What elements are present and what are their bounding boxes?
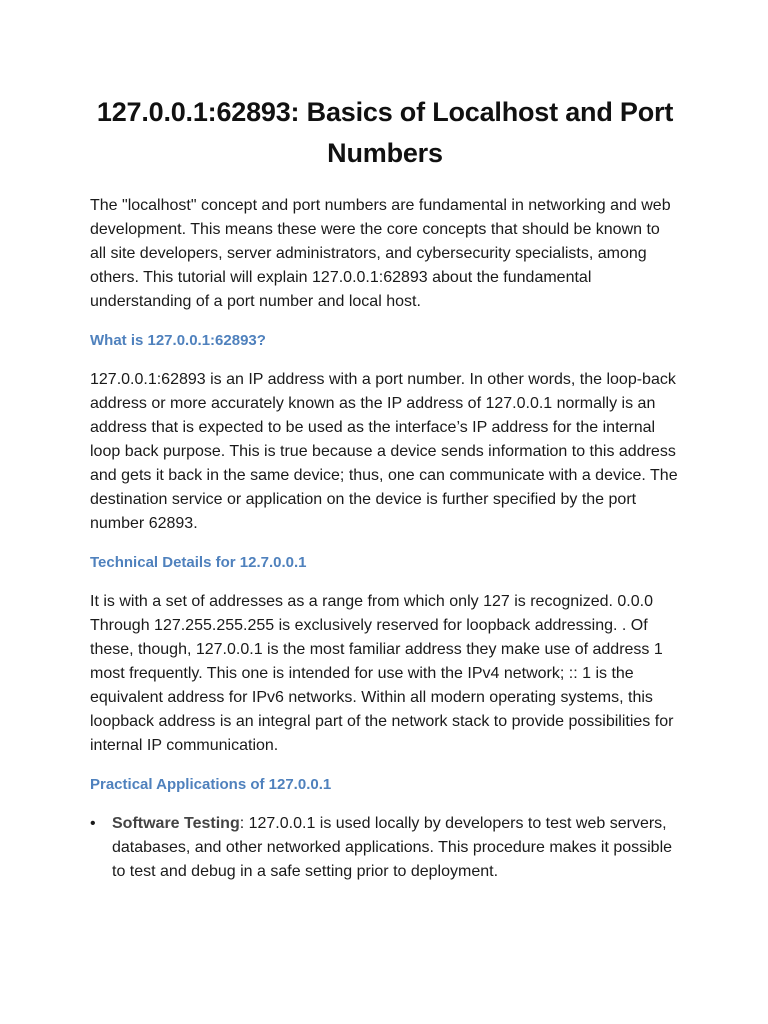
section-heading-practical-applications: Practical Applications of 127.0.0.1 xyxy=(90,776,332,793)
list-item xyxy=(90,812,680,884)
section-heading-what-is: What is 127.0.0.1:62893? xyxy=(90,332,266,349)
section-heading-technical-details: Technical Details for 12.7.0.0.1 xyxy=(90,554,307,571)
list-item-text: : 127.0.0.1 is used locally by developers to test web servers, databases, and other networked applications. This procedure makes it possible to test and debug in a safe setting prior to deployment. xyxy=(112,815,673,880)
intro-paragraph: The "localhost" concept and port numbers are fundamental in networking and web development. This means these were the core concepts that should be known to all site developers, server administrators, and cybersecurity specialists, among others. This tutorial will explain 127.0.0.1:62893 about the fundamental understanding of a port number and local host. xyxy=(90,197,671,310)
list-item-term: Software Testing xyxy=(112,815,240,832)
section-paragraph-what-is: 127.0.0.1:62893 is an IP address with a port number. In other words, the loop-back address or more accurately known as the IP address of 127.0.0.1 normally is an address that is expected to be used as the interface’s IP address for the internal loop back purpose. This is true because a device sends information to this address and gets it back in the same device; thus, one can communicate with a device. The destination service or application on the device is further specified by the port number 62893. xyxy=(90,371,678,532)
page-title: 127.0.0.1:62893: Basics of Localhost and Port Numbers xyxy=(96,97,674,168)
applications-list xyxy=(90,812,680,884)
document-page xyxy=(90,92,680,884)
section-paragraph-technical-details: It is with a set of addresses as a range from which only 127 is recognized. 0.0.0 Through 127.255.255.255 is exclusively reserved for loopback addressing. . Of these, though, 127.0.0.1 is the most familiar address they make use of address 1 most frequently. This one is intended for use with the IPv4 network; :: 1 is the equivalent address for IPv6 networks. Within all modern operating systems, this loopback address is an integral part of the network stack to provide possibilities for internal IP communication. xyxy=(90,593,674,754)
bullet-icon: • xyxy=(90,815,96,832)
